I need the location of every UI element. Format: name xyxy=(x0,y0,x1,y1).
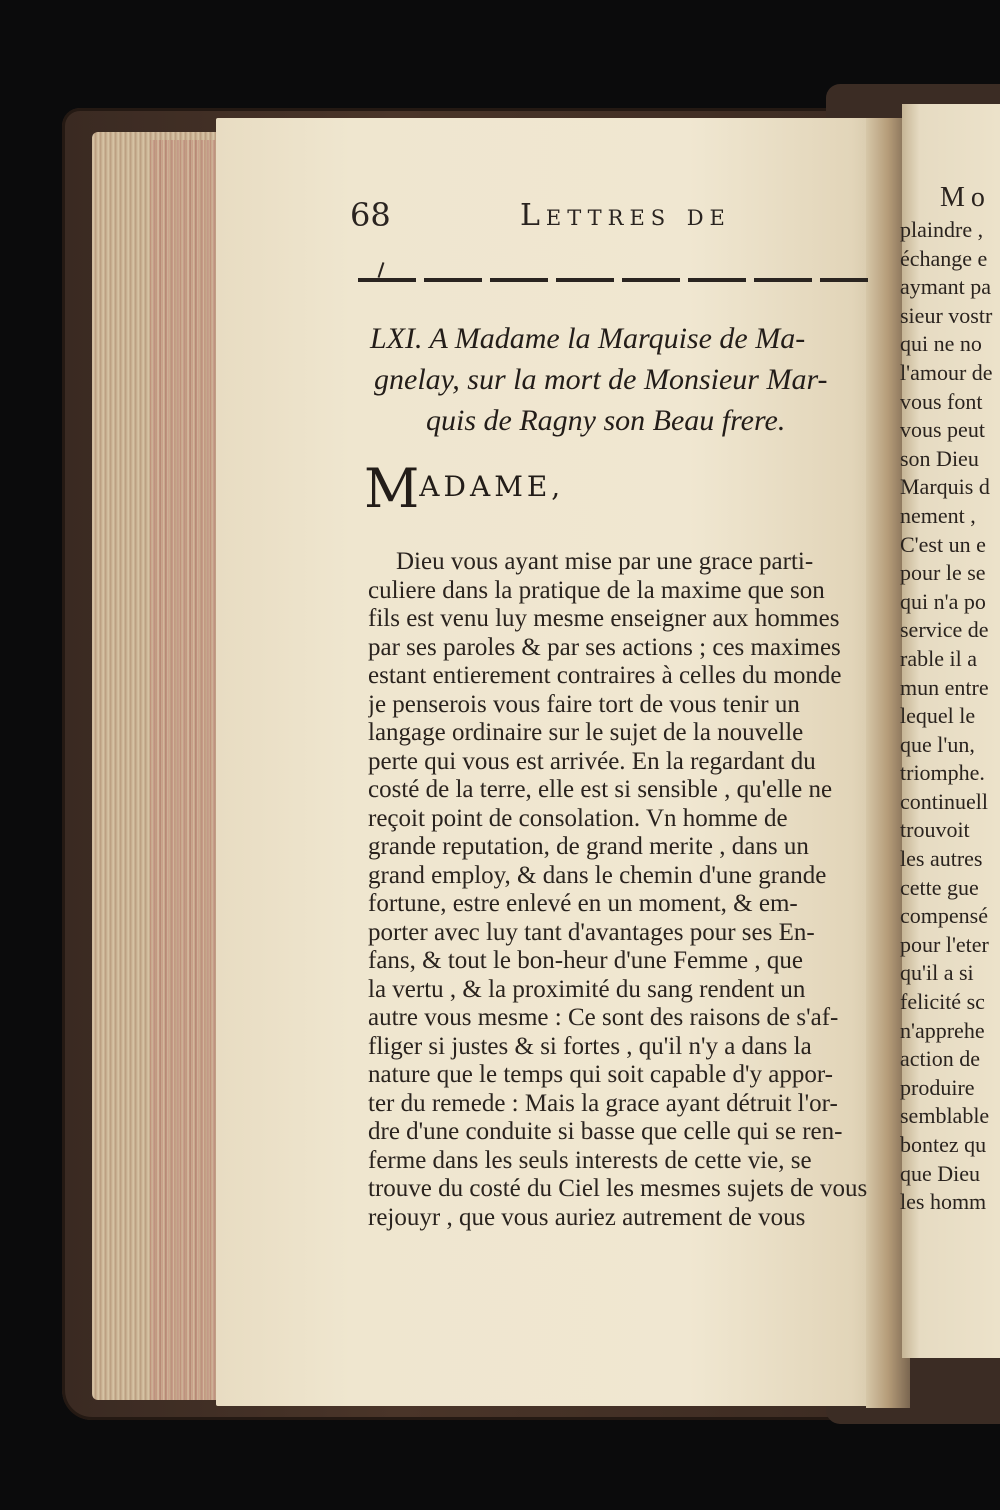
right-body-line: vous peut xyxy=(900,417,985,443)
right-page-text xyxy=(900,180,1000,1217)
right-body-line: aymant pa xyxy=(900,274,992,300)
right-body-line: que l'un, xyxy=(900,731,975,757)
body-line: rejouyr , que vous auriez autrement de vous xyxy=(368,1203,806,1231)
right-body-line: continuell xyxy=(900,788,988,814)
right-body-line: nement , xyxy=(900,502,976,528)
right-body-line: son Dieu xyxy=(900,445,979,471)
salutation xyxy=(364,457,565,520)
right-body-line: compensé xyxy=(900,903,988,929)
right-body-line: service de xyxy=(900,617,989,643)
right-body-line: rable il a xyxy=(900,645,977,671)
right-body-line: que Dieu xyxy=(900,1160,981,1186)
right-body-line: mun entre xyxy=(900,674,989,700)
letter-body xyxy=(368,548,888,1232)
body-line: grande reputation, de grand merite , dans un xyxy=(368,833,809,860)
body-line: culiere dans la pratique de la maxime que son xyxy=(368,576,825,604)
right-body-line: triomphe. xyxy=(900,760,985,786)
body-line: ter du remede : Mais la grace ayant détruit l'or- xyxy=(368,1089,838,1117)
right-body-line: bontez qu xyxy=(900,1132,987,1157)
body-line: grand employ, & dans le chemin d'une grande xyxy=(368,861,827,889)
letter-title-line: LXI. A Madame la Marquise de Ma- xyxy=(370,322,806,355)
right-body-line: échange e xyxy=(900,245,988,271)
body-line: dre d'une conduite si basse que celle qui se ren- xyxy=(368,1118,843,1145)
right-body-line: plaindre , xyxy=(900,217,984,242)
body-line: estant entierement contraires à celles du monde xyxy=(368,662,842,689)
right-body-line: les homm xyxy=(900,1189,987,1215)
body-line: langage ordinaire sur le sujet de la nouvelle xyxy=(368,719,804,746)
right-body-line: trouvoit xyxy=(900,817,970,843)
right-running-head: Mo xyxy=(940,182,991,213)
right-body-line: cette gue xyxy=(900,874,979,900)
body-line: fils est venu luy mesme enseigner aux hommes xyxy=(368,605,840,632)
letter-title-line: quis de Ragny son Beau frere. xyxy=(426,404,786,437)
body-line: nature que le temps qui soit capable d'y appor- xyxy=(368,1061,833,1088)
right-body-line: semblable xyxy=(900,1103,990,1129)
right-body-line: sieur vostr xyxy=(900,302,993,328)
body-line: autre vous mesme : Ce sont des raisons de s'af- xyxy=(368,1004,839,1031)
right-body-line: C'est un e xyxy=(900,531,986,557)
right-body-line: n'apprehe xyxy=(900,1017,985,1043)
right-body-line: felicité sc xyxy=(900,989,985,1015)
header-rule xyxy=(358,278,868,282)
body-line: fliger si justes & si fortes , qu'il n'y a dans la xyxy=(368,1032,812,1060)
right-body-line: action de xyxy=(900,1046,981,1072)
body-line: fans, & tout le bon-heur d'une Femme , que xyxy=(368,947,803,974)
body-line: perte qui vous est arrivée. En la regardant du xyxy=(368,747,816,775)
right-body-line: pour le se xyxy=(900,560,986,586)
body-line: costé de la terre, elle est si sensible , qu'elle ne xyxy=(368,776,833,803)
letter-title xyxy=(370,318,880,441)
running-head: Lettres de xyxy=(520,198,731,233)
right-body-line: qui n'a po xyxy=(900,588,986,614)
right-body-line: les autres xyxy=(900,846,983,872)
body-line: fortune, estre enlevé en un moment, & em- xyxy=(368,890,798,917)
right-body-line: pour l'eter xyxy=(900,931,989,957)
body-line: trouve du costé du Ciel les mesmes sujets de vous xyxy=(368,1175,868,1202)
right-body-line: vous font xyxy=(900,388,983,414)
body-line: par ses paroles & par ses actions ; ces maximes xyxy=(368,633,841,661)
salutation-rest: ADAME, xyxy=(419,470,565,503)
body-line: porter avec luy tant d'avantages pour ses En- xyxy=(368,918,815,946)
body-line: la vertu , & la proximité du sang rendent un xyxy=(368,975,806,1003)
right-body-line: qu'il a si xyxy=(900,960,974,986)
body-line: reçoit point de consolation. Vn homme de xyxy=(368,804,788,832)
body-line: Dieu vous ayant mise par une grace parti- xyxy=(396,548,814,575)
right-body-line: produire xyxy=(900,1074,975,1100)
letter-title-line: gnelay, sur la mort de Monsieur Mar- xyxy=(374,363,828,396)
body-line: je penserois vous faire tort de vous tenir un xyxy=(368,690,800,718)
page-number: 68 xyxy=(350,196,391,234)
body-line: ferme dans les seuls interests de cette vie, se xyxy=(368,1146,812,1174)
drop-initial: M xyxy=(364,457,420,520)
right-body-line: Marquis d xyxy=(900,474,990,500)
right-body-line: lequel le xyxy=(900,703,976,729)
right-body-line: qui ne no xyxy=(900,331,982,357)
right-body-line: l'amour de xyxy=(900,359,993,385)
